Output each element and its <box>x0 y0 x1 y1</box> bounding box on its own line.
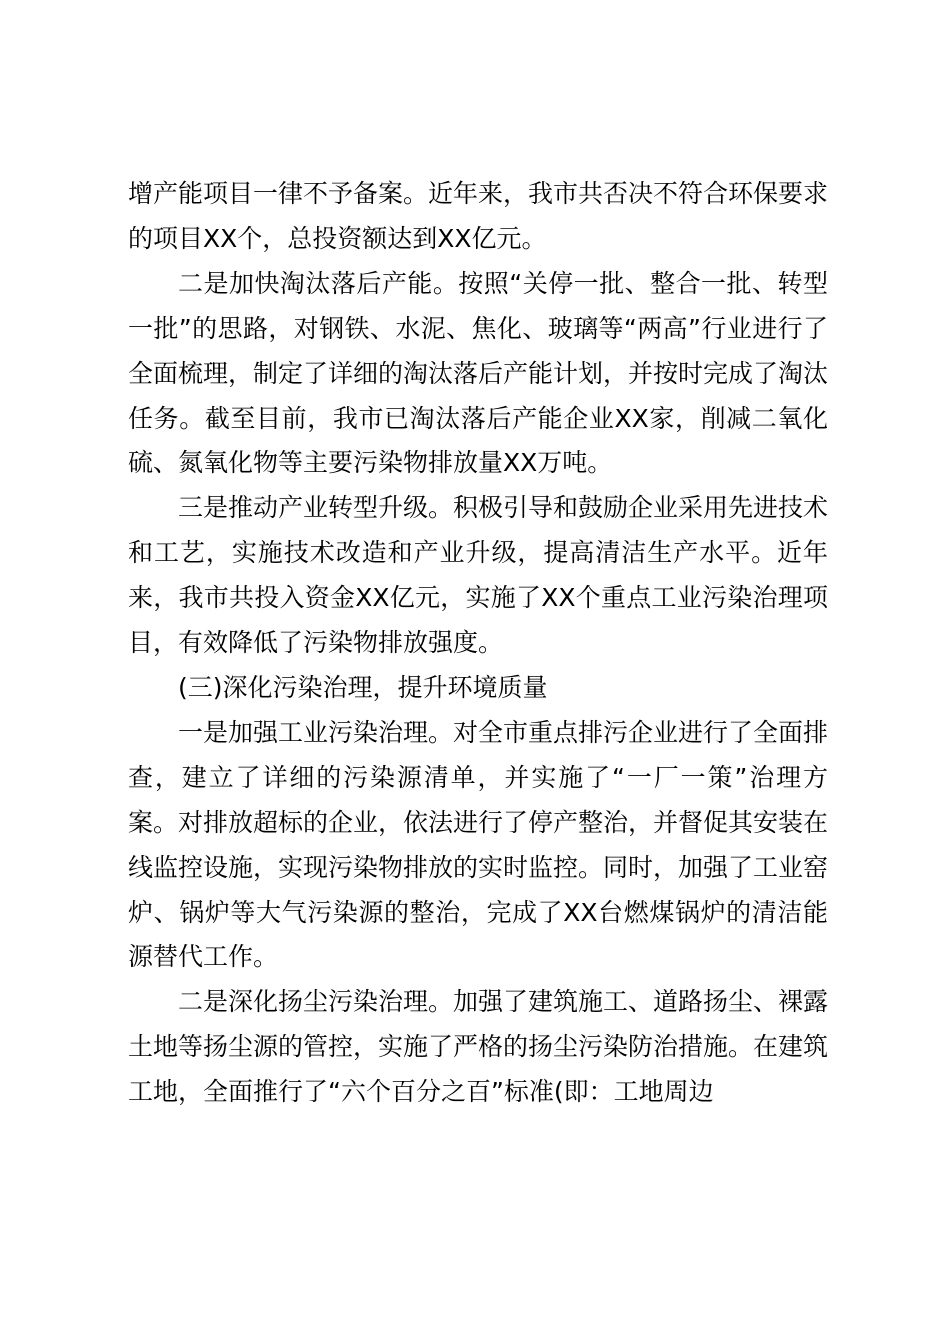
paragraph-dust-pollution: 二是深化扬尘污染治理。加强了建筑施工、道路扬尘、裸露土地等扬尘源的管控，实施了严格的扬尘污染防治措施。在建筑工地，全面推行了“六个百分之百”标准(即：工地周边 <box>128 987 829 1107</box>
paragraph-eliminate-capacity: 二是加快淘汰落后产能。按照“关停一批、整合一批、转型一批”的思路，对钢铁、水泥、焦化、玻璃等“两高”行业进行了全面梳理，制定了详细的淘汰落后产能计划，并按时完成了淘汰任务。截至目前，我市已淘汰落后产能企业XX家，削减二氧化硫、氮氧化物等主要污染物排放量XX万吨。 <box>128 268 829 478</box>
paragraph-industrial-pollution: 一是加强工业污染治理。对全市重点排污企业进行了全面排查，建立了详细的污染源清单，并实施了“一厂一策”治理方案。对排放超标的企业，依法进行了停产整治，并督促其安装在线监控设施，实现污染物排放的实时监控。同时，加强了工业窑炉、锅炉等大气污染源的整治，完成了XX台燃煤锅炉的清洁能源替代工作。 <box>128 717 829 972</box>
document-body <box>128 172 828 1115</box>
section-heading: (三)深化污染治理，提升环境质量 <box>178 672 548 702</box>
paragraph-industry-upgrade: 三是推动产业转型升级。积极引导和鼓励企业采用先进技术和工艺，实施技术改造和产业升级，提高清洁生产水平。近年来，我市共投入资金XX亿元，实施了XX个重点工业污染治理项目，有效降低了污染物排放强度。 <box>128 493 829 658</box>
paragraph-continued: 增产能项目一律不予备案。近年来，我市共否决不符合环保要求的项目XX个，总投资额达到XX亿元。 <box>128 179 829 253</box>
